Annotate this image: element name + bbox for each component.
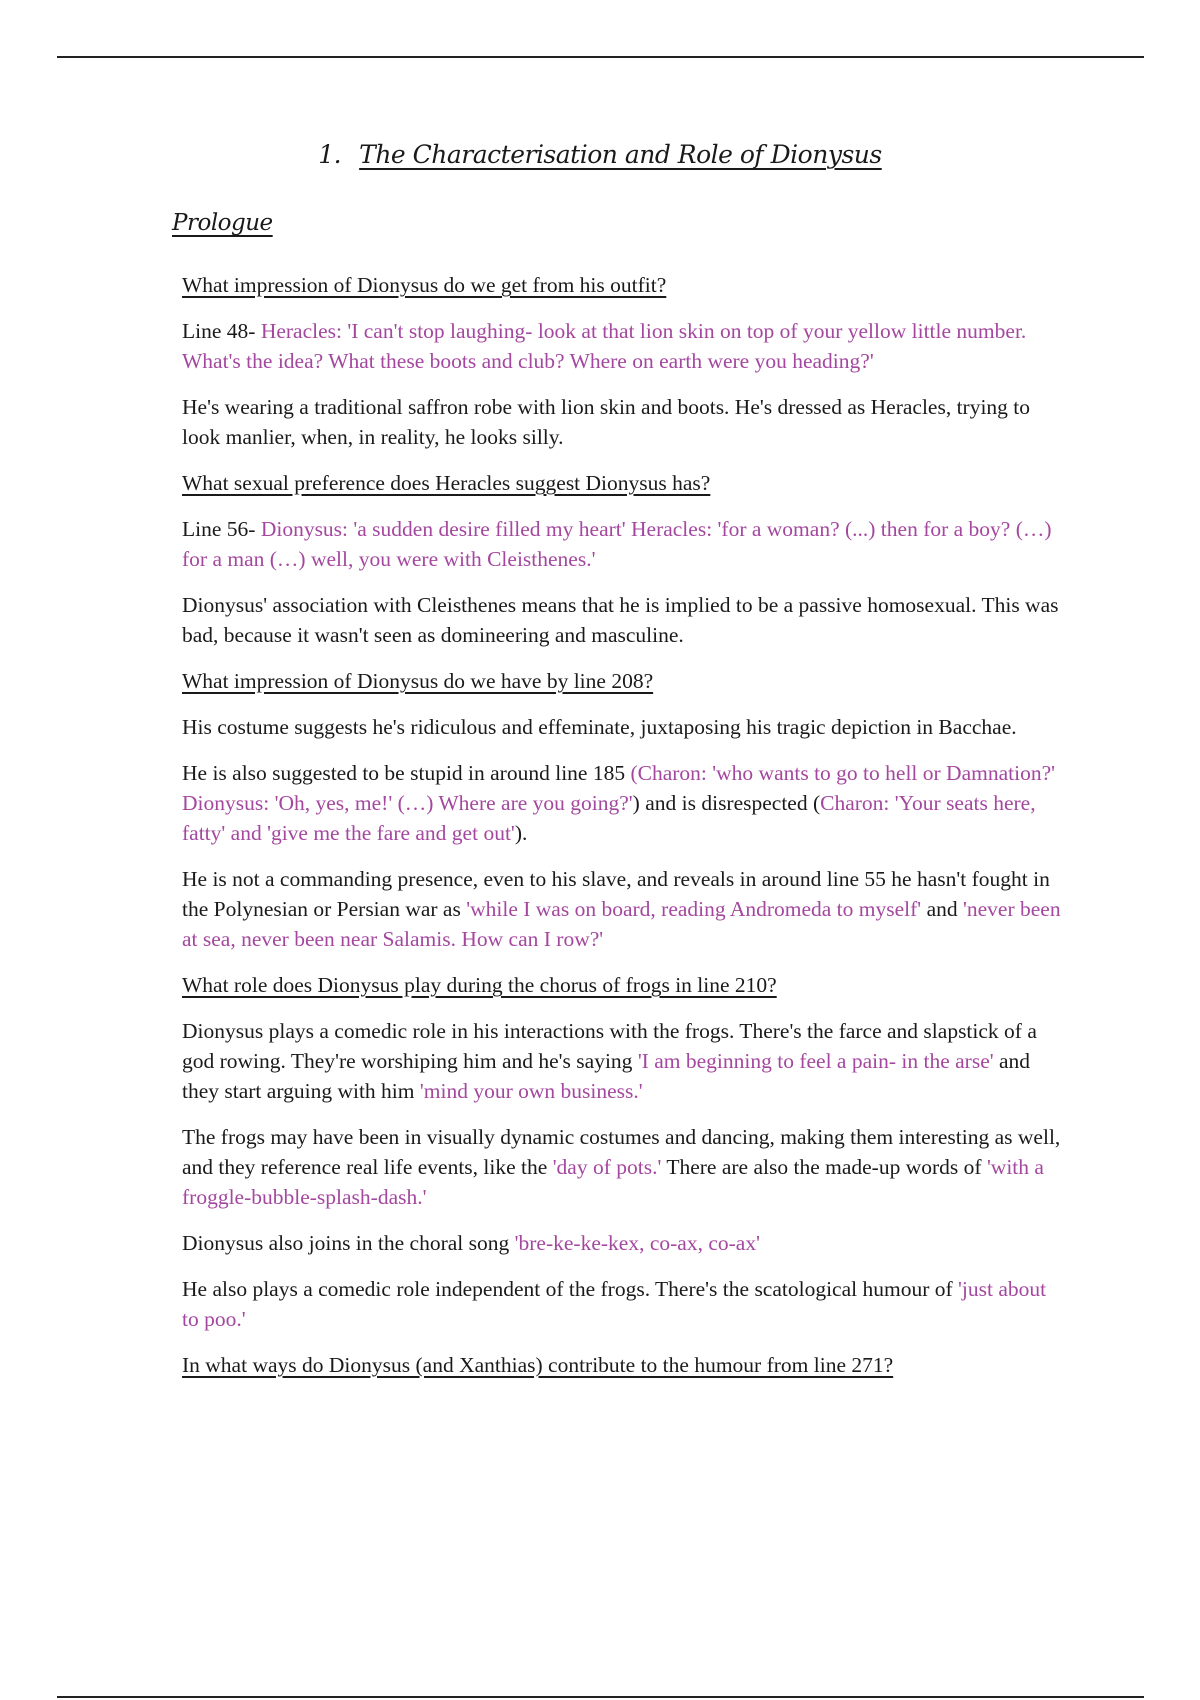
question-heading: What impression of Dionysus do we have by line 208? — [182, 669, 654, 693]
answer-paragraph — [182, 1122, 1062, 1212]
quote-text: 'never been at sea, never been near Salamis. How can I row?' — [182, 897, 1061, 951]
answer-paragraph — [182, 590, 1062, 650]
quote-text: Dionysus: 'a sudden desire filled my heart' Heracles: 'for a woman? (...) then for a boy? (…) for a man (…) well, you were with Cleisthenes.' — [182, 517, 1052, 571]
body-text: Dionysus plays a comedic role in his interactions with the frogs. There's the farce and slapstick of a god rowing. They're worshiping him and he's saying — [182, 1019, 1037, 1073]
question-heading: What sexual preference does Heracles suggest Dionysus has? — [182, 471, 711, 495]
answer-paragraph — [182, 392, 1062, 452]
quote-text: 'I am beginning to feel a pain- in the arse' — [637, 1049, 994, 1073]
page-title — [0, 140, 1200, 169]
body-text: Dionysus' association with Cleisthenes means that he is implied to be a passive homosexual. This was bad, because it wasn't seen as domineering and masculine. — [182, 593, 1059, 647]
body-text: He also plays a comedic role independent of the frogs. There's the scatological humour of — [182, 1277, 959, 1301]
quote-text: 'while I was on board, reading Andromeda to myself' — [466, 897, 922, 921]
body-text: Line 56- — [182, 517, 261, 541]
question-heading: In what ways do Dionysus (and Xanthias) contribute to the humour from line 271? — [182, 1353, 894, 1377]
answer-paragraph — [182, 1016, 1062, 1106]
body-text: Dionysus also joins in the choral song — [182, 1231, 515, 1255]
body-text: ) and is disrespected ( — [632, 791, 821, 815]
section-heading: Prologue — [172, 210, 273, 236]
top-rule — [57, 56, 1144, 58]
answer-paragraph — [182, 864, 1062, 954]
answer-paragraph — [182, 758, 1062, 848]
answer-paragraph — [182, 1228, 1062, 1258]
body-text: ). — [514, 821, 528, 845]
quote-text: 'bre-ke-ke-kex, co-ax, co-ax' — [514, 1231, 760, 1255]
body-text: There are also the made-up words of — [661, 1155, 987, 1179]
title-number: 1. — [318, 140, 342, 169]
question-heading: What role does Dionysus play during the chorus of frogs in line 210? — [182, 973, 777, 997]
answer-paragraph — [182, 514, 1062, 574]
quote-text: Heracles: 'I can't stop laughing- look at that lion skin on top of your yellow little number. What's the idea? What these boots and club? Where on earth were you heading?' — [182, 319, 1027, 373]
quote-text: 'with a froggle-bubble-splash-dash.' — [182, 1155, 1044, 1209]
answer-paragraph — [182, 316, 1062, 376]
quote-text: 'day of pots.' — [552, 1155, 662, 1179]
body-text: He is also suggested to be stupid in around line 185 — [182, 761, 631, 785]
body-text: The frogs may have been in visually dynamic costumes and dancing, making them interesting as well, and they reference real life events, like the — [182, 1125, 1061, 1179]
quote-text: 'mind your own business.' — [419, 1079, 643, 1103]
answer-paragraph — [182, 712, 1062, 742]
quote-text: 'just about to poo.' — [182, 1277, 1047, 1331]
title-text: The Characterisation and Role of Dionysus — [359, 140, 882, 169]
body-text: He is not a commanding presence, even to his slave, and reveals in around line 55 he hasn't fought in the Polynesian or Persian war as — [182, 867, 1050, 921]
answer-paragraph — [182, 1274, 1062, 1334]
body-text: Line 48- — [182, 319, 261, 343]
body-text: His costume suggests he's ridiculous and effeminate, juxtaposing his tragic depiction in Bacchae. — [182, 715, 1017, 739]
question-heading: What impression of Dionysus do we get from his outfit? — [182, 273, 667, 297]
quote-text: (Charon: 'who wants to go to hell or Damnation?' Dionysus: 'Oh, yes, me!' (…) Where are you going?' — [182, 761, 1055, 815]
document-body — [182, 270, 1062, 1396]
bottom-rule — [57, 1696, 1144, 1698]
body-text: and — [921, 897, 963, 921]
quote-text: Charon: 'Your seats here, fatty' and 'give me the fare and get out' — [182, 791, 1036, 845]
body-text: He's wearing a traditional saffron robe with lion skin and boots. He's dressed as Heracles, trying to look manlier, when, in reality, he looks silly. — [182, 395, 1031, 449]
body-text: and they start arguing with him — [182, 1049, 1031, 1103]
